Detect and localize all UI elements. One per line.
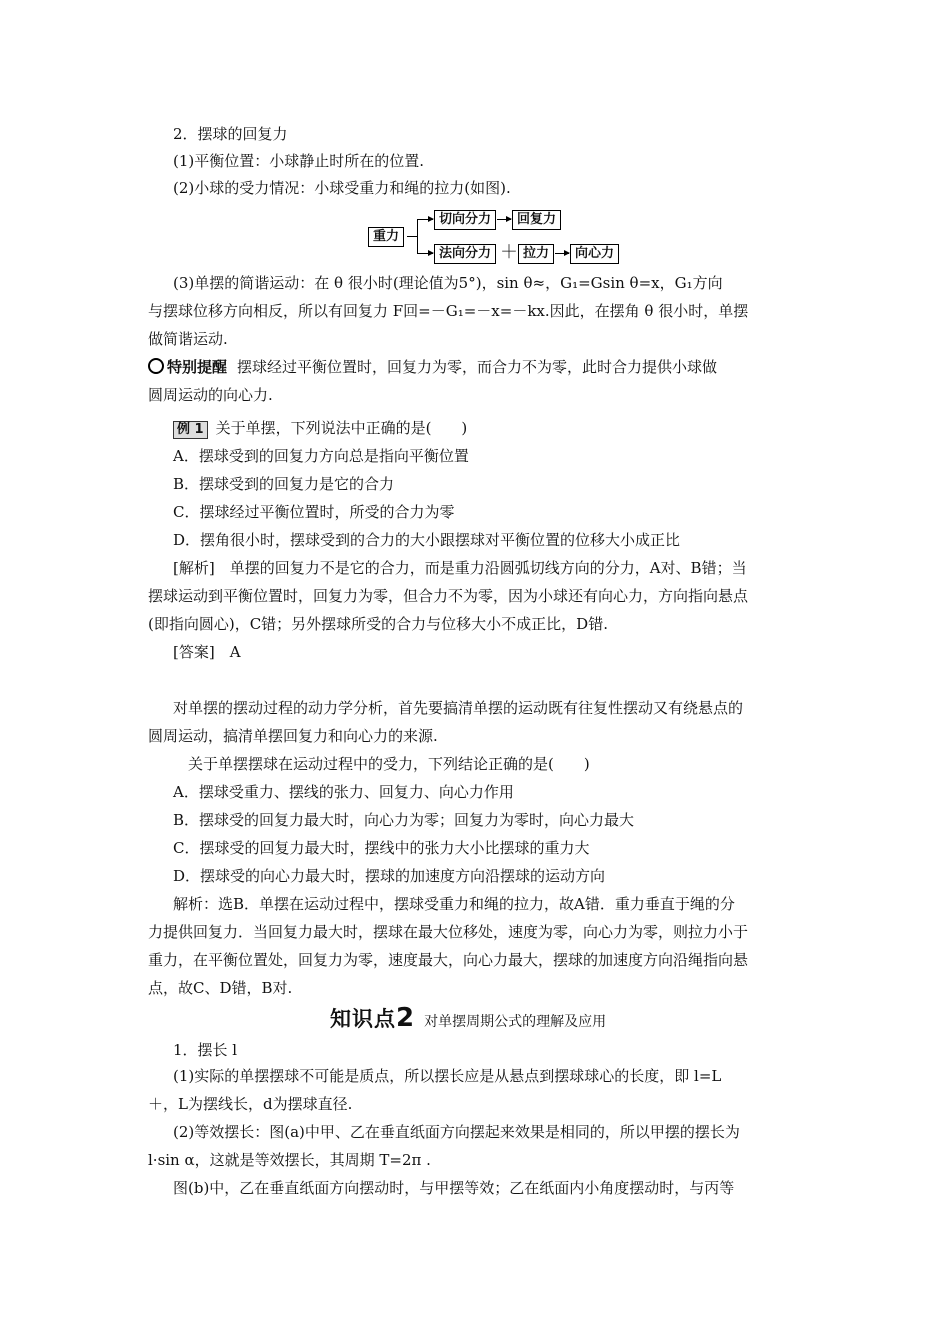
tip-line <box>148 357 717 377</box>
force-flowchart <box>366 207 626 267</box>
line-q2-a: A．摆球受重力、摆线的张力、回复力、向心力作用 <box>173 783 514 801</box>
knowledge-heading <box>330 1003 606 1033</box>
line-ana-c: (即指向圆心)，C错；另外摆球所受的合力与位移大小不成正比，D错. <box>148 615 608 633</box>
knowledge-subtitle: 对单摆周期公式的理解及应用 <box>424 1014 607 1030</box>
line-s2-3c: 做简谐运动. <box>148 330 228 348</box>
line-answer: [答案] A <box>173 643 241 661</box>
line-s2-3a: (3)单摆的简谐运动：在 θ 很小时(理论值为5°)，sin θ≈，G₁=Gsin θ=x，G₁方向 <box>173 274 723 292</box>
line-sol-c: 重力，在平衡位置处，回复力为零，速度最大，向心力最大，摆球的加速度方向沿绳指向悬 <box>148 951 749 969</box>
line-q2-d: D．摆球受的向心力最大时，摆球的加速度方向沿摆球的运动方向 <box>173 867 606 885</box>
line-q2-b: B．摆球受的回复力最大时，向心力为零；回复力为零时，向心力最大 <box>173 811 635 829</box>
flow-tangential: 切向分力 <box>434 210 496 230</box>
line-k2-b: l·sin α，这就是等效摆长，其周期 T=2π . <box>148 1151 431 1169</box>
line-q2-c: C．摆球受的回复力最大时，摆线中的张力大小比摆球的重力大 <box>173 839 590 857</box>
line-sum-a: 对单摆的摆动过程的动力学分析，首先要搞清单摆的运动既有往复性摆动又有绕悬点的 <box>173 699 744 717</box>
line-sol-b: 力提供回复力．当回复力最大时，摆球在最大位移处，速度为零，向心力为零，则拉力小于 <box>148 923 749 941</box>
line-k1-b: ＋，L为摆线长，d为摆球直径. <box>148 1095 353 1113</box>
line-opt-d: D．摆角很小时，摆球受到的合力的大小跟摆球对平衡位置的位移大小成正比 <box>173 531 681 549</box>
line-sol-a: 解析：选B．单摆在运动过程中，摆球受重力和绳的拉力，故A错．重力垂直于绳的分 <box>173 895 735 913</box>
line-sum-b: 圆周运动，搞清单摆回复力和向心力的来源. <box>148 727 438 745</box>
smile-icon <box>148 358 164 374</box>
flow-arrow-restoring <box>497 219 511 220</box>
line-ana-a: [解析] 单摆的回复力不是它的合力，而是重力沿圆弧切线方向的分力，A对、B错；当 <box>173 559 747 577</box>
line-k2-c: 图(b)中，乙在垂直纸面方向摆动时，与甲摆等效；乙在纸面内小角度摆动时，与丙等 <box>173 1179 735 1197</box>
line-k2-a: (2)等效摆长：图(a)中甲、乙在垂直纸面方向摆起来效果是相同的，所以甲摆的摆长为 <box>173 1123 740 1141</box>
flow-plus: ＋ <box>500 242 518 263</box>
example-badge: 例 1 <box>173 421 208 439</box>
line-tip-b: 圆周运动的向心力. <box>148 386 273 404</box>
knowledge-title: 知识点 <box>330 1007 396 1031</box>
knowledge-number: 2 <box>396 1003 415 1033</box>
flow-branch-stem <box>407 236 417 237</box>
line-s2-1: (1)平衡位置：小球静止时所在的位置. <box>173 152 425 170</box>
example-text: 关于单摆，下列说法中正确的是( ) <box>215 419 468 437</box>
line-opt-c: C．摆球经过平衡位置时，所受的合力为零 <box>173 503 455 521</box>
line-s2-title: 2．摆球的回复力 <box>173 125 288 143</box>
flow-gravity: 重力 <box>368 227 404 247</box>
line-opt-b: B．摆球受到的回复力是它的合力 <box>173 475 395 493</box>
flow-normal: 法向分力 <box>434 244 496 264</box>
tip-label: 特别提醒 <box>148 358 227 376</box>
line-sol-d: 点，故C、D错，B对. <box>148 979 293 997</box>
flow-tension: 拉力 <box>518 244 554 264</box>
line-k1: 1．摆长 l <box>173 1041 238 1059</box>
line-k1-a: (1)实际的单摆摆球不可能是质点，所以摆长应是从悬点到摆球球心的长度，即 l=L <box>173 1067 722 1085</box>
line-opt-a: A．摆球受到的回复力方向总是指向平衡位置 <box>173 447 469 465</box>
example-line <box>173 418 467 439</box>
line-ana-b: 摆球运动到平衡位置时，回复力为零，但合力不为零，因为小球还有向心力，方向指向悬点 <box>148 587 749 605</box>
line-s2-2: (2)小球的受力情况：小球受重力和绳的拉力(如图). <box>173 179 511 197</box>
flow-arrow-normal <box>417 253 433 254</box>
flow-branch-vertical <box>417 219 418 253</box>
flow-arrow-centripetal <box>555 253 569 254</box>
line-q2: 关于单摆摆球在运动过程中的受力，下列结论正确的是( ) <box>173 755 590 773</box>
flow-restoring: 回复力 <box>512 210 561 230</box>
line-s2-3b: 与摆球位移方向相反，所以有回复力 F回=－G₁=－x=－kx.因此，在摆角 θ 很小时，单摆 <box>148 302 749 320</box>
tip-text: 摆球经过平衡位置时，回复力为零，而合力不为零，此时合力提供小球做 <box>237 358 718 376</box>
flow-centripetal: 向心力 <box>570 244 619 264</box>
flow-arrow-tangential <box>417 219 433 220</box>
